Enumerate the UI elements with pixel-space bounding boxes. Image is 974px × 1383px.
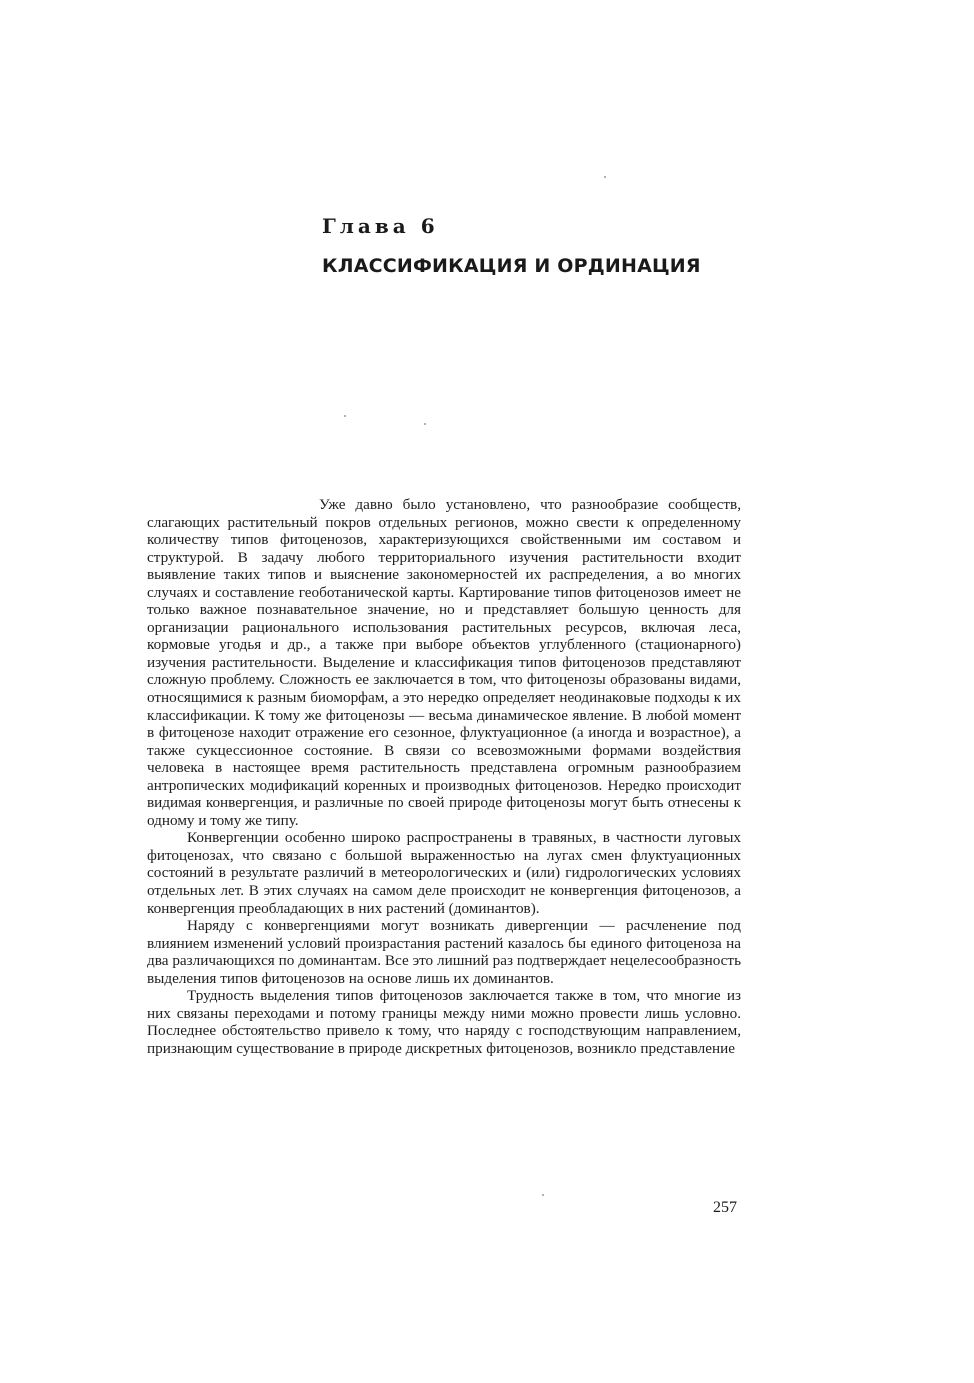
paragraph: Конвергенции особенно широко распространены в травяных, в частности луговых фитоценозах, что связано с большой выраженностью на лугах смен флуктуационных состояний в результате различий в метеорологических и (или) гидрологических условиях отдельных лет. В этих случаях на самом деле происходит не конвергенция фитоценозов, а конвергенция преобладающих в них растений (доминантов). (147, 829, 741, 917)
chapter-title: КЛАССИФИКАЦИЯ И ОРДИНАЦИЯ (322, 255, 701, 277)
page-number: 257 (713, 1199, 737, 1216)
scan-speck (604, 176, 606, 178)
paragraph: Уже давно было установлено, что разнообразие сообществ, слагающих растительный покров отдельных регионов, можно свести к определенному количеству типов фитоценозов, характеризующихся свойственными им составом и структурой. В задачу любого территориального изучения растительности входит выявление таких типов и выяснение закономерностей их распределения, а во многих случаях и составление геоботанической карты. Картирование типов фитоценозов имеет не только важное познавательное значение, но и представляет большую ценность для организации рационального использования растительных ресурсов, включая леса, кормовые угодья и др., а также при выборе объектов углубленного (стационарного) изучения растительности. Выделение и классификация типов фитоценозов представляют сложную проблему. Сложность ее заключается в том, что фитоценозы образованы видами, относящимися к разным биоморфам, а это нередко определяет неодинаковые подходы к их классификации. К тому же фитоценозы — весьма динамическое явление. В любой момент в фитоценозе находит отражение его сезонное, флуктуационное (а иногда и возрастное), а также сукцессионное состояние. В связи со всевозможными формами воздействия человека в настоящее время растительность представлена огромным разнообразием антропических модификаций коренных и производных фитоценозов. Нередко происходит видимая конвергенция, и различные по своей природе фитоценозы могут быть отнесены к одному и тому же типу. (147, 496, 741, 829)
scan-speck (424, 423, 426, 425)
paragraph: Наряду с конвергенциями могут возникать дивергенции — расчленение под влиянием изменений условий произрастания растений казалось бы единого фитоценоза на два различающихся по доминантам. Все это лишний раз подтверждает нецелесообразность выделения типов фитоценозов на основе лишь их доминантов. (147, 917, 741, 987)
paragraph: Трудность выделения типов фитоценозов заключается также в том, что многие из них связаны переходами и потому границы между ними можно провести лишь условно. Последнее обстоятельство привело к тому, что наряду с господствующим направлением, признающим существование в природе дискретных фитоценозов, возникло представление (147, 987, 741, 1057)
scan-speck (344, 415, 346, 417)
chapter-label: Глава 6 (322, 214, 439, 238)
body-text (147, 496, 741, 1058)
scan-speck (542, 1194, 544, 1196)
